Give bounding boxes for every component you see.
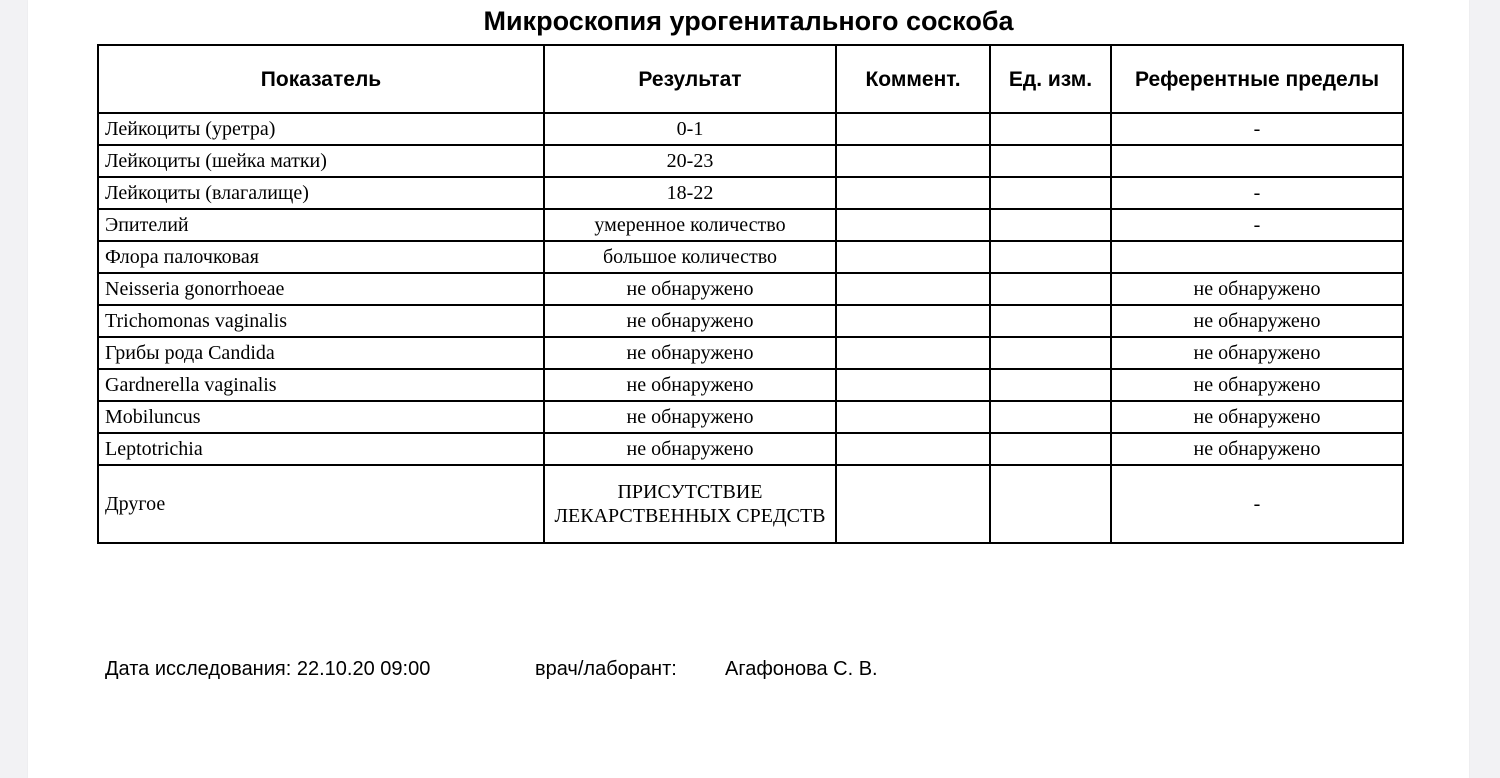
unit-cell [990, 369, 1111, 401]
reference-cell: не обнаружено [1111, 433, 1403, 465]
result-cell: умеренное количество [544, 209, 836, 241]
indicator-cell: Лейкоциты (шейка матки) [98, 145, 544, 177]
reference-cell: не обнаружено [1111, 305, 1403, 337]
reference-cell: - [1111, 465, 1403, 543]
table-row [98, 113, 1403, 145]
reference-cell [1111, 145, 1403, 177]
reference-cell: - [1111, 113, 1403, 145]
comment-cell [836, 337, 990, 369]
unit-cell [990, 465, 1111, 543]
comment-cell [836, 305, 990, 337]
column-header-result: Результат [544, 45, 836, 113]
result-cell: 20-23 [544, 145, 836, 177]
unit-cell [990, 145, 1111, 177]
unit-cell [990, 337, 1111, 369]
reference-cell: не обнаружено [1111, 273, 1403, 305]
reference-cell: - [1111, 209, 1403, 241]
table-row [98, 145, 1403, 177]
unit-cell [990, 209, 1111, 241]
result-cell: не обнаружено [544, 401, 836, 433]
indicator-cell: Gardnerella vaginalis [98, 369, 544, 401]
column-header-indicator: Показатель [98, 45, 544, 113]
unit-cell [990, 305, 1111, 337]
study-date-value: 22.10.20 09:00 [296, 658, 431, 680]
unit-cell [990, 177, 1111, 209]
comment-cell [836, 145, 990, 177]
result-cell: не обнаружено [544, 273, 836, 305]
indicator-cell: Leptotrichia [98, 433, 544, 465]
reference-cell [1111, 241, 1403, 273]
table-row [98, 305, 1403, 337]
reference-cell: не обнаружено [1111, 401, 1403, 433]
document-page [28, 0, 1469, 778]
result-cell: не обнаружено [544, 433, 836, 465]
unit-cell [990, 401, 1111, 433]
document-title: Микроскопия урогенитального соскоба [483, 6, 1014, 36]
unit-cell [990, 273, 1111, 305]
table-row [98, 337, 1403, 369]
table-row [98, 241, 1403, 273]
table-row [98, 177, 1403, 209]
comment-cell [836, 433, 990, 465]
comment-cell [836, 369, 990, 401]
indicator-cell: Флора палочковая [98, 241, 544, 273]
table-row [98, 433, 1403, 465]
unit-cell [990, 113, 1111, 145]
indicator-cell: Лейкоциты (уретра) [98, 113, 544, 145]
table-row [98, 369, 1403, 401]
comment-cell [836, 401, 990, 433]
comment-cell [836, 273, 990, 305]
comment-cell [836, 177, 990, 209]
comment-cell [836, 241, 990, 273]
table-row [98, 209, 1403, 241]
doctor-label: врач/лаборант: [535, 658, 677, 680]
results-table [97, 44, 1404, 544]
column-header-comment: Коммент. [836, 45, 990, 113]
result-cell: не обнаружено [544, 305, 836, 337]
result-cell: 18-22 [544, 177, 836, 209]
doctor-name: Агафонова С. В. [725, 658, 878, 680]
result-cell: 0-1 [544, 113, 836, 145]
comment-cell [836, 209, 990, 241]
result-cell: не обнаружено [544, 337, 836, 369]
indicator-cell: Грибы рода Candida [98, 337, 544, 369]
reference-cell: не обнаружено [1111, 369, 1403, 401]
reference-cell: - [1111, 177, 1403, 209]
unit-cell [990, 433, 1111, 465]
table-row [98, 465, 1403, 543]
column-header-reference: Референтные пределы [1111, 45, 1403, 113]
unit-cell [990, 241, 1111, 273]
table-row [98, 273, 1403, 305]
indicator-cell: Эпителий [98, 209, 544, 241]
indicator-cell: Лейкоциты (влагалище) [98, 177, 544, 209]
comment-cell [836, 113, 990, 145]
indicator-cell: Другое [98, 465, 544, 543]
column-header-unit: Ед. изм. [990, 45, 1111, 113]
comment-cell [836, 465, 990, 543]
indicator-cell: Neisseria gonorrhoeae [98, 273, 544, 305]
table-header-row [98, 45, 1403, 113]
study-date [105, 656, 430, 682]
indicator-cell: Mobiluncus [98, 401, 544, 433]
result-cell: большое количество [544, 241, 836, 273]
indicator-cell: Trichomonas vaginalis [98, 305, 544, 337]
reference-cell: не обнаружено [1111, 337, 1403, 369]
study-date-label: Дата исследования: [105, 658, 292, 680]
table-row [98, 401, 1403, 433]
result-cell: ПРИСУТСТВИЕ ЛЕКАРСТВЕННЫХ СРЕДСТВ [544, 465, 836, 543]
result-cell: не обнаружено [544, 369, 836, 401]
